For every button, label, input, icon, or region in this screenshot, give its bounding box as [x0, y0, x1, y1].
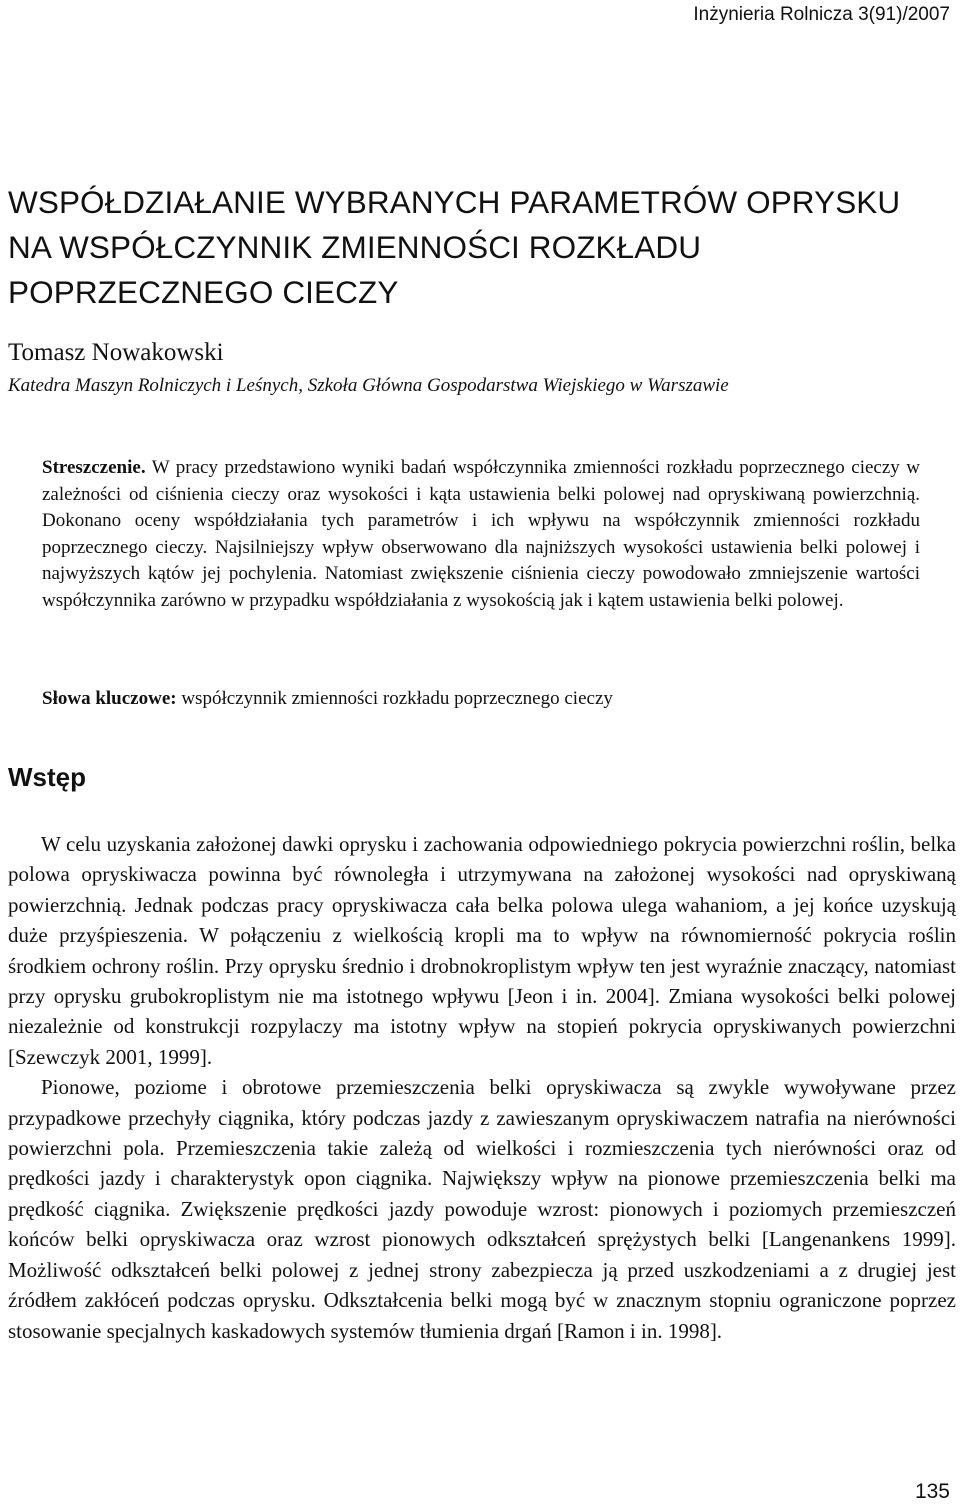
author-affiliation: Katedra Maszyn Rolniczych i Leśnych, Szkoła Główna Gospodarstwa Wiejskiego w Warszawie — [8, 375, 729, 396]
abstract-text: W pracy przedstawiono wyniki badań współczynnika zmienności rozkładu poprzecznego cieczy w zależności od ciśnienia cieczy oraz wysokości i kąta ustawienia belki polowej nad opryskiwaną powierzchnią. Dokonano oceny współdziałania tych parametrów i ich wpływu na współczynnik zmienności rozkładu poprzecznego cieczy. Najsilniejszy wpływ obserwowano dla najniższych wysokości ustawienia belki polowej i najwyższych kątów jej pochylenia. Natomiast zwiększenie ciśnienia cieczy powodowało zmniejszenie wartości współczynnika zarówno w przypadku współdziałania z wysokością jak i kątem ustawienia belki polowej. — [42, 457, 920, 611]
page-number: 135 — [914, 1480, 950, 1503]
author-name: Tomasz Nowakowski — [8, 339, 224, 366]
abstract-label: Streszczenie. — [42, 457, 146, 478]
article-title: WSPÓŁDZIAŁANIE WYBRANYCH PARAMETRÓW OPRYSKU NA WSPÓŁCZYNNIK ZMIENNOŚCI ROZKŁADU POPRZECZNEGO CIECZY — [8, 184, 901, 310]
keywords-text: współczynnik zmienności rozkładu poprzecznego cieczy — [181, 688, 613, 709]
keywords — [42, 688, 613, 710]
abstract — [42, 455, 920, 614]
paragraph: W celu uzyskania założonej dawki oprysku i zachowania odpowiedniego pokrycia powierzchni roślin, belka polowa opryskiwacza powinna być równoległa i utrzymywana na założonej wysokości nad opryskiwaną powierzchnią. Jednak podczas pracy opryskiwacza cała belka polowa ulega wahaniom, a jej końce uzyskują duże przyśpieszenia. W połączeniu z wielkością kropli ma to wpływ na równomierność pokrycia roślin środkiem ochrony roślin. Przy oprysku średnio i drobnokroplistym wpływ ten jest wyraźnie znaczący, natomiast przy oprysku grubokroplistym nie ma istotnego wpływu [Jeon i in. 2004]. Zmiana wysokości belki polowej niezależnie od konstrukcji rozpylaczy ma istotny wpływ na stopień pokrycia opryskiwanych powierzchni [Szewczyk 2001, 1999]. — [8, 832, 956, 1069]
section-body — [8, 829, 956, 1346]
paragraph: Pionowe, poziome i obrotowe przemieszczenia belki opryskiwacza są zwykle wywoływane przez przypadkowe przechyły ciągnika, który podczas jazdy z zawieszanym opryskiwaczem natrafia na nierówności powierzchni pola. Przemieszczenia takie zależą od wielkości i rozmieszczenia tych nierówności oraz od prędkości jazdy i charakterystyk opon ciągnika. Największy wpływ na pionowe przemieszczenia belki ma prędkość ciągnika. Zwiększenie prędkości jazdy powoduje wzrost: pionowych i poziomych przemieszczeń końców belki opryskiwacza oraz wzrost pionowych odkształceń sprężystych belki [Langenankens 1999]. Możliwość odkształceń belki polowej z jednej strony zabezpiecza ją przed uszkodzeniami a z drugiej jest źródłem zakłóceń podczas oprysku. Odkształcenia belki mogą być w znacznym stopniu ograniczone poprzez stosowanie specjalnych kaskadowych systemów tłumienia drgań [Ramon i in. 1998]. — [8, 1075, 956, 1343]
journal-header: Inżynieria Rolnicza 3(91)/2007 — [693, 4, 950, 25]
keywords-label: Słowa kluczowe: — [42, 688, 177, 709]
section-title: Wstęp — [8, 762, 86, 792]
